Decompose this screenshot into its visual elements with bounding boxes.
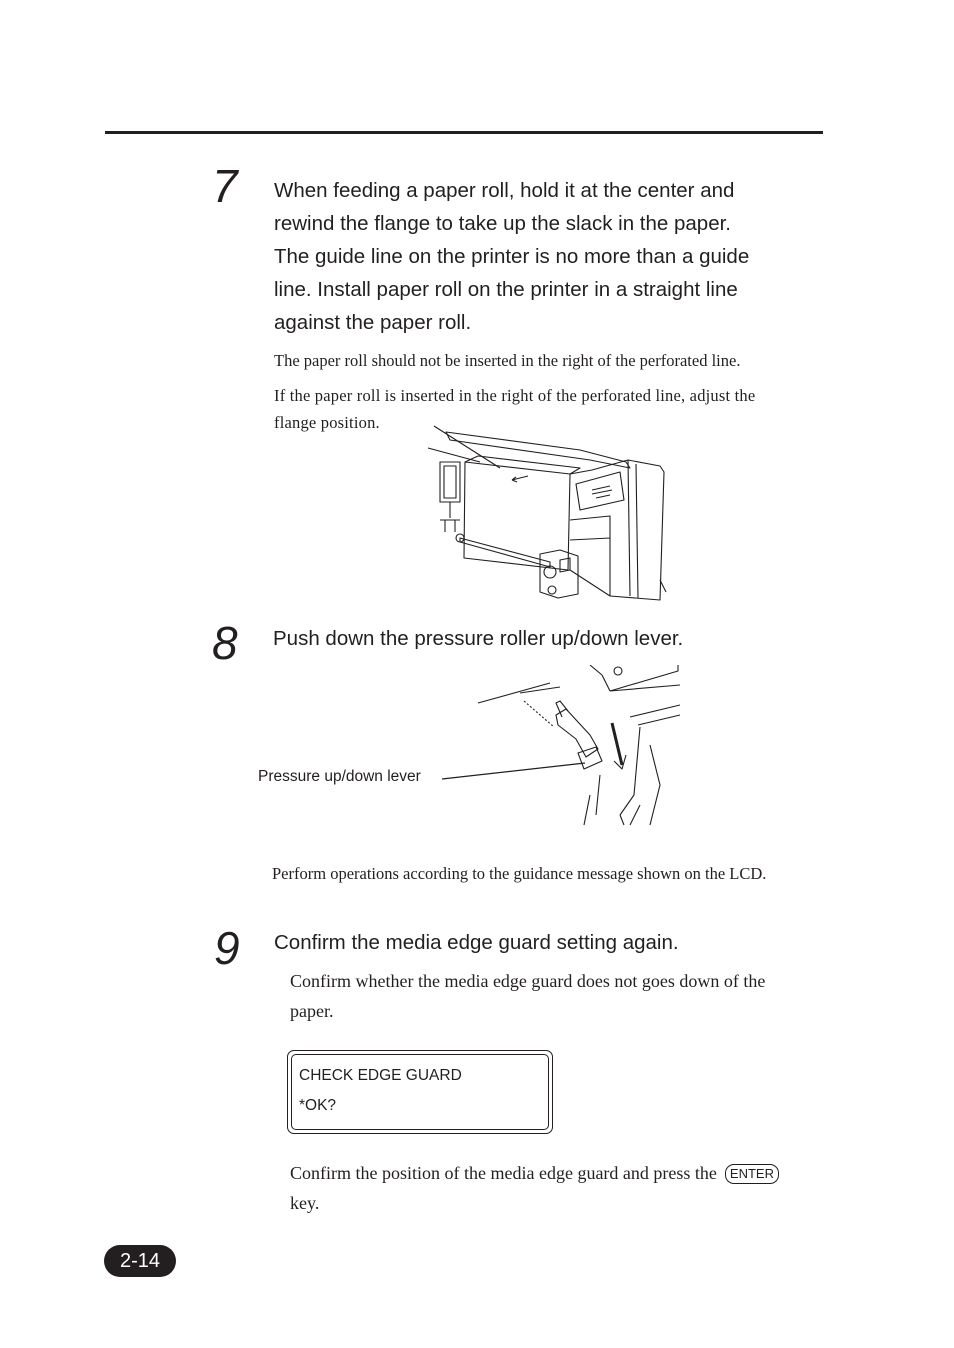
lcd-line-2: *OK? (299, 1097, 337, 1114)
callout-leader-line (440, 755, 600, 785)
step-9-note (290, 966, 765, 1026)
step-7-line-2: rewind the flange to take up the slack in the paper. (274, 212, 731, 235)
step-8-note: Perform operations according to the guidance message shown on the LCD. (272, 864, 767, 883)
step-7-line-3: The guide line on the printer is no more than a guide (274, 245, 750, 268)
step-9-final-instruction (290, 1158, 779, 1218)
step-7-line-4: line. Install paper roll on the printer in a straight line (274, 278, 738, 301)
step-7-number: 7 (212, 160, 238, 212)
step-9-note-line-2: paper. (290, 1001, 334, 1021)
step-9-note-line-1: Confirm whether the media edge guard does not goes down of the (290, 971, 766, 991)
step-7-line-1: When feeding a paper roll, hold it at the center and (274, 179, 735, 202)
enter-key-icon: ENTER (725, 1164, 779, 1184)
lcd-display-inner (291, 1054, 549, 1130)
step-9-number: 9 (214, 922, 240, 974)
pressure-lever-callout: Pressure up/down lever (258, 768, 421, 785)
step-8-number: 8 (212, 617, 238, 669)
step-9-instruction: Confirm the media edge guard setting again. (274, 931, 679, 954)
page-number-badge: 2-14 (104, 1245, 176, 1277)
step-7-instruction (274, 174, 749, 339)
printer-loading-illustration (420, 420, 670, 610)
step-7-note-2-line-1: If the paper roll is inserted in the right of the perforated line, adjust the (274, 386, 756, 405)
step-7-line-5: against the paper roll. (274, 311, 472, 334)
pressure-lever-illustration (470, 665, 682, 830)
step-9-final-text: Confirm the position of the media edge guard and press the (290, 1163, 717, 1183)
step-8-instruction: Push down the pressure roller up/down lever. (273, 627, 684, 650)
step-9-final-text-after: key. (290, 1193, 320, 1213)
lcd-display (287, 1050, 553, 1134)
step-7-note-2-line-2: flange position. (274, 413, 380, 432)
step-7-note-1: The paper roll should not be inserted in the right of the perforated line. (274, 351, 741, 370)
header-rule (105, 131, 823, 134)
lcd-line-1: CHECK EDGE GUARD (299, 1067, 462, 1084)
